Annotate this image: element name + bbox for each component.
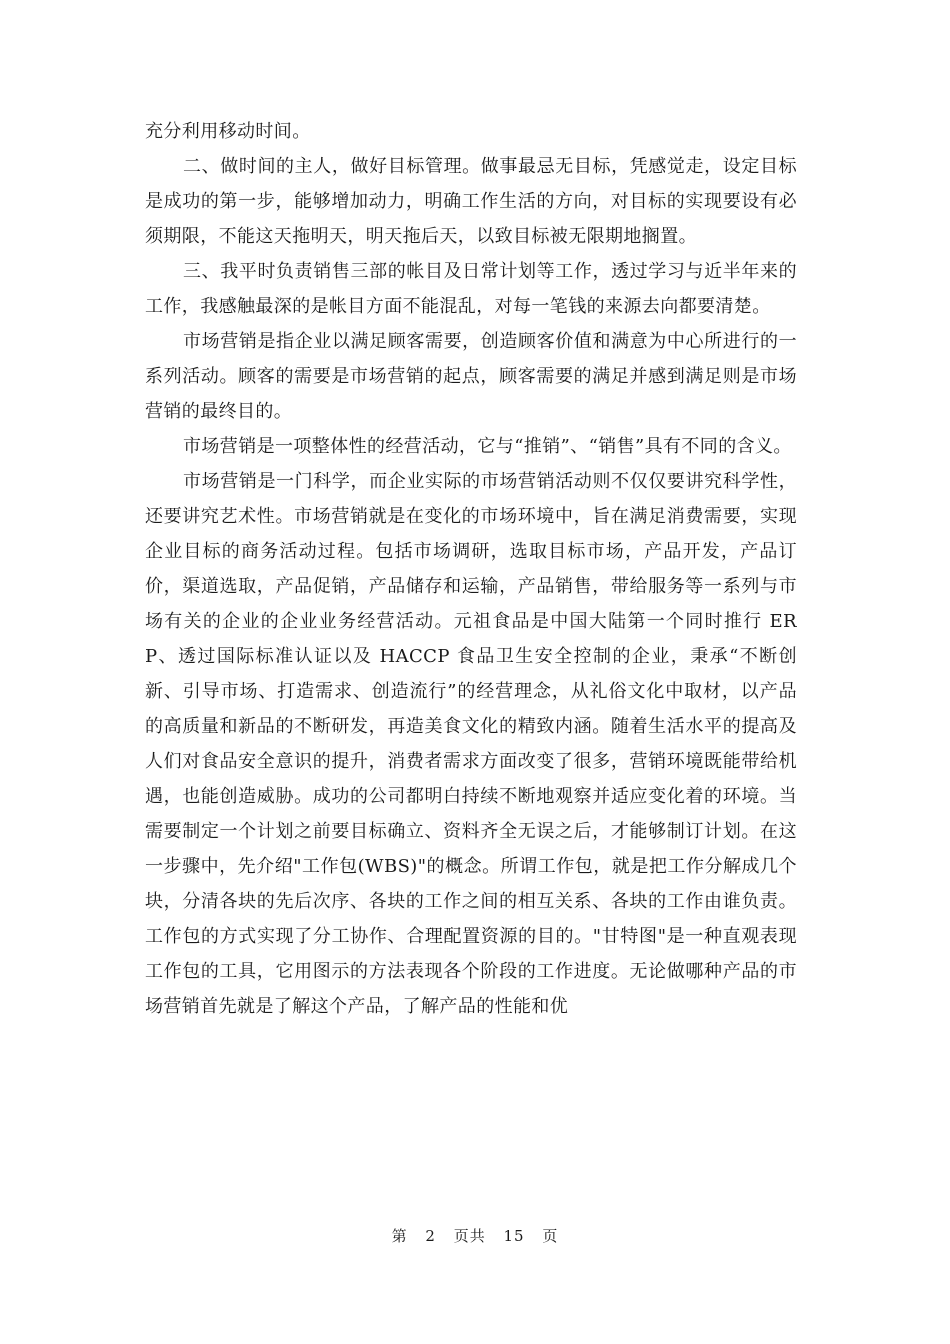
paragraph-5: 市场营销是一项整体性的经营活动，它与“推销”、“销售”具有不同的含义。	[183, 436, 792, 457]
footer-suffix: 页	[542, 1227, 559, 1245]
paragraph-1: 充分利用移动时间。	[145, 121, 311, 142]
document-body	[145, 114, 797, 1024]
footer-current-page: 2	[425, 1227, 436, 1245]
paragraph-3: 三、我平时负责销售三部的帐目及日常计划等工作，透过学习与近半年来的工作，我感触最深的是帐目方面不能混乱，对每一笔钱的来源去向都要清楚。	[145, 261, 797, 317]
footer-middle: 页共	[453, 1227, 486, 1245]
paragraph-6: 市场营销是一门科学，而企业实际的市场营销活动则不仅仅要讲究科学性，还要讲究艺术性。市场营销就是在变化的市场环境中，旨在满足消费需要，实现企业目标的商务活动过程。包括市场调研，选取目标市场，产品开发，产品订价，渠道选取，产品促销，产品储存和运输，产品销售，带给服务等一系列与市场有关的企业的企业业务经营活动。元祖食品是中国大陆第一个同时推行 ERP、透过国际标准认证以及 HACCP 食品卫生安全控制的企业，秉承“不断创新、引导市场、打造需求、创造流行”的经营理念，从礼俗文化中取材，以产品的高质量和新品的不断研发，再造美食文化的精致内涵。随着生活水平的提高及人们对食品安全意识的提升，消费者需求方面改变了很多，营销环境既能带给机遇，也能创造威胁。成功的公司都明白持续不断地观察并适应变化着的环境。当需要制定一个计划之前要目标确立、资料齐全无误之后，才能够制订计划。在这一步骤中，先介绍"工作包(WBS)"的概念。所谓工作包，就是把工作分解成几个块，分清各块的先后次序、各块的工作之间的相互关系、各块的工作由谁负责。工作包的方式实现了分工协作、合理配置资源的目的。"甘特图"是一种直观表现工作包的工具，它用图示的方法表现各个阶段的工作进度。无论做哪种产品的市场营销首先就是了解这个产品，了解产品的性能和优	[145, 471, 797, 1017]
footer-prefix: 第	[391, 1227, 408, 1245]
page-footer	[0, 1225, 950, 1246]
footer-total-pages: 15	[503, 1227, 525, 1245]
paragraph-2: 二、做时间的主人，做好目标管理。做事最忌无目标，凭感觉走，设定目标是成功的第一步，能够增加动力，明确工作生活的方向，对目标的实现要设有必须期限，不能这天拖明天，明天拖后天，以致目标被无限期地搁置。	[145, 156, 797, 247]
paragraph-4: 市场营销是指企业以满足顾客需要，创造顾客价值和满意为中心所进行的一系列活动。顾客的需要是市场营销的起点，顾客需要的满足并感到满足则是市场营销的最终目的。	[145, 331, 797, 422]
